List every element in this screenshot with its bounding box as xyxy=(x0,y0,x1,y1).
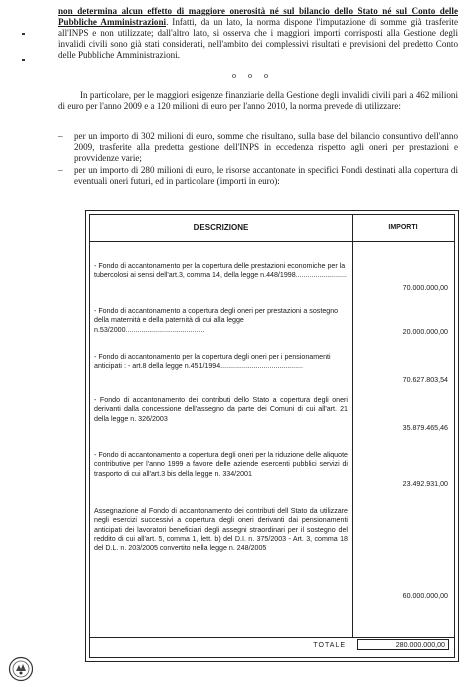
table-row-amount: 70.000.000,00 xyxy=(402,284,448,292)
section-separator: o o o xyxy=(232,71,273,80)
bullet-item xyxy=(58,131,458,164)
column-divider xyxy=(352,215,353,637)
intro-text: . Infatti, da un lato, la norma dispone l'imputazione di somme già trasferite all'INPS e non utilizzate; dall'altro lato, si osserva che i maggiori importi corrisposti alla Gestione degli invalidi civili sono già stati considerati, nell'ambito dei complessivi risultati e previsioni del predetto Conto delle Pubbliche Amministrazioni. xyxy=(58,17,458,60)
total-label: TOTALE xyxy=(313,642,346,649)
table-row-amount: 60.000.000,00 xyxy=(402,592,448,600)
bullet-item xyxy=(58,165,458,187)
table-row-amount: 70.627.803,54 xyxy=(402,376,448,384)
bullet-dash: – xyxy=(58,131,63,141)
total-divider xyxy=(90,637,454,638)
table-row-amount: 20.000.000,00 xyxy=(402,328,448,336)
bullet-text: per un importo di 280 milioni di euro, le risorse accantonate in specifici Fondi destinati alla copertura di eventuali oneri futuri, ed in particolare (importi in euro): xyxy=(74,165,458,186)
header-descrizione: DESCRIZIONE xyxy=(193,223,249,232)
official-seal-icon xyxy=(8,656,34,682)
paragraph-2: In particolare, per le maggiori esigenze finanziarie della Gestione degli invalidi civili pari a 462 milioni di euro per l'anno 2009 e a 120 milioni di euro per l'anno 2010, la norma prevede di utilizzare: xyxy=(58,90,458,111)
bullet-dash: – xyxy=(58,165,63,175)
intro-paragraph xyxy=(58,6,458,61)
table-row-description: - Fondo di accantonamento a copertura degli oneri per prestazioni a sostegno della maternità e della paternità di cui alla legge n.53/2000........................................ xyxy=(94,307,339,334)
header-importi: IMPORTI xyxy=(388,224,418,231)
margin-mark xyxy=(22,33,25,35)
table-row-description: - Fondo di accantonamento a copertura degli oneri per la riduzione delle aliquote contributive per l'anno 1999 a favore delle aziende esercenti pubblici servizi di trasporto di cui all'art.3 bis della legge n. 334/2001 xyxy=(94,451,348,478)
margin-mark xyxy=(22,59,25,61)
intro-bold-text: non determina alcun effetto di maggiore onerosità né sul bilancio dello Stato né sul Conto delle Pubbliche Amministrazioni xyxy=(58,6,458,27)
table-row-amount: 23.492.931,00 xyxy=(402,480,448,488)
table-row-description: - Fondo di accantonamento per la copertura delle prestazioni economiche per la tubercolosi ai sensi dell'art.3, comma 14, della legge n.448/1998.......................... xyxy=(94,262,347,280)
table-row-description: - Fondo di accantonamento dei contributi dello Stato a copertura degli oneri derivanti dalla concessione dell'assegno da parte dei Comuni di cui all'art. 21 della legge n. 326/2003 xyxy=(94,396,348,423)
total-amount: 280.000.000,00 xyxy=(357,639,449,650)
bullet-text: per un importo di 302 milioni di euro, somme che risultano, sulla base del bilancio consuntivo dell'anno 2009, trasferite alla predetta gestione dell'INPS in eccedenza rispetto agli oneri per prestazioni e provvidenze varie; xyxy=(74,131,458,163)
table-row-description: Assegnazione al Fondo di accantonamento dei contributi dell Stato da utilizzare negli esercizi successivi a copertura degli oneri derivanti dai pensionamenti anticipati dei lavoratori beneficiari degli assegni straordinari per il sostegno del reddito di cui all'art. 5, comma 1, lett. b) del D.I. n. 375/2003 - Art. 3, comma 18 del D.L. n. 203/2005 convertito nella legge n. 248/2005 xyxy=(94,507,348,553)
table-row-description: - Fondo di accantonamento per la copertura degli oneri per i pensionamenti anticipati : - art.8 della legge n.451/1994.......................................... xyxy=(94,353,331,371)
table-row-amount: 35.879.465,46 xyxy=(402,424,448,432)
funds-table xyxy=(85,210,459,662)
